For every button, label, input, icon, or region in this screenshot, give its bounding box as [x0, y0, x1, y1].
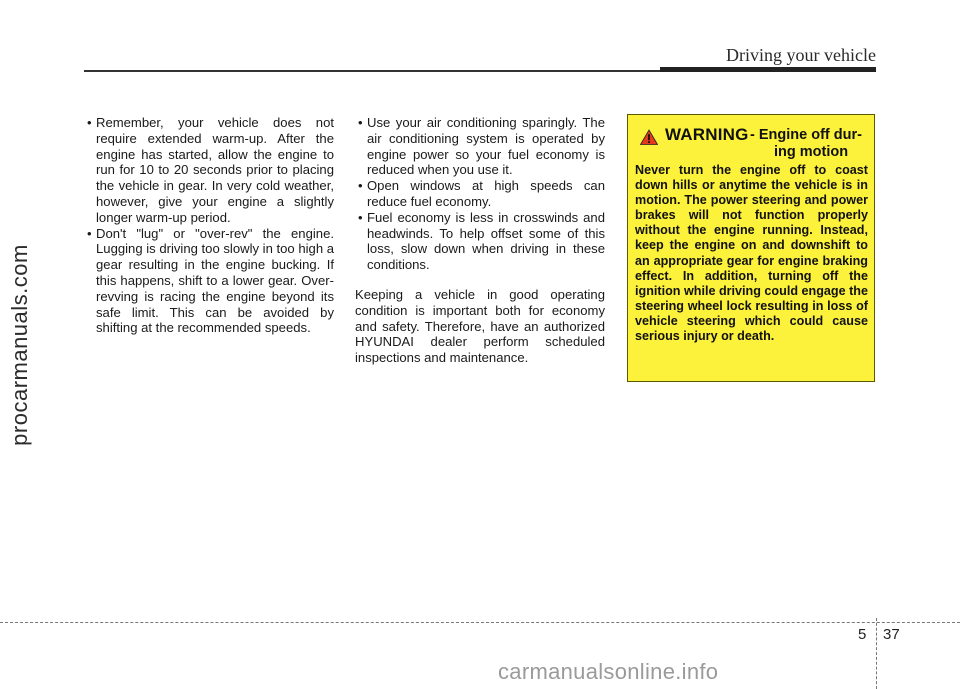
bottom-watermark: carmanualsonline.info	[498, 659, 719, 684]
warning-title: WARNING	[665, 125, 749, 144]
maintenance-paragraph: Keeping a vehicle in good operating condition is important both for economy and safety. Therefore, have an authorized HYUNDAI dealer perform scheduled inspections and maintenance.	[355, 286, 605, 366]
middle-column	[355, 115, 605, 379]
side-watermark-text: procarmanuals.com	[7, 244, 32, 446]
bullet-open-windows: • Open windows at high speeds can reduce fuel economy.	[355, 178, 605, 210]
left-column	[84, 115, 334, 336]
page-number: 37	[883, 626, 900, 643]
warning-subtitle-line2: ing motion	[774, 144, 849, 160]
chapter-number: 5	[858, 626, 867, 643]
section-title: Driving your vehicle	[726, 45, 876, 65]
warning-triangle-icon	[640, 129, 658, 145]
side-watermark	[0, 0, 40, 689]
bullet-crosswinds: • Fuel economy is less in crosswinds and headwinds. To help offset some of this loss, slow down when driving in these conditions.	[355, 210, 605, 273]
header-rule-accent	[660, 67, 876, 72]
warning-body: Never turn the engine off to coast down hills or anytime the vehicle is in motion. The power steering and power brakes will not function properly without the engine running. Instead, keep the engine on and downshift to an appropriate gear for engine braking effect. In addition, turning off the ignition while driving could engage the steering wheel lock resulting in loss of vehicle steering which could cause serious injury or death.	[635, 163, 868, 344]
warning-box	[627, 114, 875, 382]
footer-divider	[876, 618, 877, 689]
bullet-lug-over-rev: • Don't "lug" or "over-rev" the engine. Lugging is driving too slowly in too high a gear resulting in the engine bucking. If this happens, shift to a lower gear. Over-revving is racing the engine beyond its safe limit. This can be avoided by shifting at the recommended speeds.	[84, 226, 334, 337]
middle-bullet-list	[355, 115, 605, 273]
bullet-air-conditioning: • Use your air conditioning sparingly. The air conditioning system is operated by engine power so your fuel economy is reduced when you use it.	[355, 115, 605, 178]
footer-rule	[0, 622, 960, 623]
left-bullet-list	[84, 115, 334, 336]
warning-subtitle-line1: - Engine off dur-	[750, 127, 862, 143]
bullet-warm-up: • Remember, your vehicle does not require extended warm-up. After the engine has started, allow the engine to run for 10 to 20 seconds prior to placing the vehicle in gear. In very cold weather, however, give your engine a slightly longer warm-up period.	[84, 115, 334, 226]
